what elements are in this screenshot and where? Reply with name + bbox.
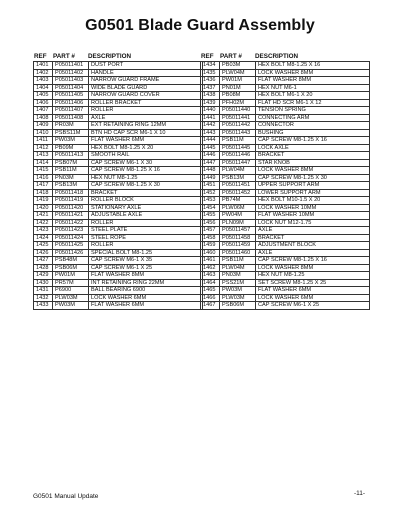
description-cell: CAP SCREW M8-1.25 X 16 (256, 257, 370, 265)
description-cell: WIDE BLADE GUARD (89, 84, 203, 92)
description-cell: BRACKET (256, 152, 370, 160)
ref-cell: 1403 (34, 77, 53, 85)
ref-cell: 1445 (201, 144, 220, 152)
ref-cell: 1419 (34, 197, 53, 205)
description-cell: HEX BOLT M6-1 X 20 (256, 92, 370, 100)
ref-cell: 1407 (34, 107, 53, 115)
table-row (34, 257, 203, 265)
table-row (201, 137, 370, 145)
part-number-cell: PFH02M (220, 99, 256, 107)
table-row (201, 197, 370, 205)
part-number-cell: PSB06M (220, 302, 256, 310)
ref-cell: 1421 (34, 212, 53, 220)
part-number-cell: P05011420 (53, 204, 89, 212)
ref-cell: 1461 (201, 257, 220, 265)
part-number-cell: P05011457 (220, 227, 256, 235)
description-cell: SET SCREW M8-1.25 X 25 (256, 279, 370, 287)
table-row (34, 279, 203, 287)
table-row (34, 174, 203, 182)
description-cell: STATIONARY AXLE (89, 204, 203, 212)
part-number-cell: P05011402 (53, 69, 89, 77)
table-row (201, 279, 370, 287)
part-number-cell: PN03M (53, 174, 89, 182)
description-cell: FLAT WASHER 6MM (256, 287, 370, 295)
parts-table-right (200, 61, 370, 310)
ref-cell: 1434 (201, 62, 220, 70)
description-cell: LOCK WASHER 6MM (256, 294, 370, 302)
part-number-cell: P05011401 (53, 62, 89, 70)
table-row (201, 84, 370, 92)
table-row (201, 242, 370, 250)
part-number-cell: PB09M (53, 144, 89, 152)
description-cell: LOCK WASHER 8MM (256, 167, 370, 175)
description-cell: STAR KNOB (256, 159, 370, 167)
part-number-cell: PW03M (53, 137, 89, 145)
ref-cell: 1462 (201, 264, 220, 272)
ref-cell: 1427 (34, 257, 53, 265)
part-number-cell: PW04M (220, 212, 256, 220)
ref-cell: 1454 (201, 204, 220, 212)
part-number-cell: PW03M (220, 287, 256, 295)
ref-cell: 1436 (201, 77, 220, 85)
ref-cell: 1433 (34, 302, 53, 310)
ref-cell: 1426 (34, 249, 53, 257)
ref-cell: 1438 (201, 92, 220, 100)
ref-cell: 1446 (201, 152, 220, 160)
description-cell: FLAT WASHER 10MM (256, 212, 370, 220)
ref-cell: 1435 (201, 69, 220, 77)
description-cell: CONNECTING ARM (256, 114, 370, 122)
description-cell: HEX NUT M8-1.25 (256, 272, 370, 280)
table-row (201, 152, 370, 160)
ref-cell: 1420 (34, 204, 53, 212)
table-row (34, 294, 203, 302)
description-cell: ROLLER BLOCK (89, 197, 203, 205)
table-row (34, 264, 203, 272)
description-cell: FLAT WASHER 6MM (89, 302, 203, 310)
table-row (201, 234, 370, 242)
header-part: PART # (220, 53, 242, 60)
table-row (201, 99, 370, 107)
table-row (201, 212, 370, 220)
parts-table-right-body (201, 62, 370, 310)
part-number-cell: P05011419 (53, 197, 89, 205)
part-number-cell: PLW03M (53, 294, 89, 302)
part-number-cell: P05011425 (53, 242, 89, 250)
part-number-cell: P05011405 (53, 92, 89, 100)
table-row (201, 302, 370, 310)
table-row (201, 257, 370, 265)
description-cell: HEX BOLT M8-1.25 X 20 (89, 144, 203, 152)
table-row (34, 99, 203, 107)
parts-column-right (200, 52, 370, 310)
ref-cell: 1444 (201, 137, 220, 145)
part-number-cell: PN03M (220, 272, 256, 280)
table-row (34, 77, 203, 85)
table-row (34, 92, 203, 100)
part-number-cell: PSB11M (220, 137, 256, 145)
description-cell: CAP SCREW M8-1.25 X 16 (89, 167, 203, 175)
table-row (34, 287, 203, 295)
table-row (201, 167, 370, 175)
part-number-cell: PN01M (220, 84, 256, 92)
description-cell: BRACKET (89, 189, 203, 197)
part-number-cell: PR57M (53, 279, 89, 287)
table-row (34, 182, 203, 190)
part-number-cell: P05011442 (220, 122, 256, 130)
part-number-cell: PR03M (53, 122, 89, 130)
table-row (201, 174, 370, 182)
part-number-cell: PSBS11M (53, 129, 89, 137)
table-row (201, 114, 370, 122)
header-ref: REF (201, 53, 214, 60)
ref-cell: 1402 (34, 69, 53, 77)
ref-cell: 1405 (34, 92, 53, 100)
part-number-cell: PW01M (220, 77, 256, 85)
part-number-cell: PLW04M (220, 264, 256, 272)
description-cell: INT RETAINING RING 22MM (89, 279, 203, 287)
ref-cell: 1448 (201, 167, 220, 175)
ref-cell: 1401 (34, 62, 53, 70)
table-row (201, 294, 370, 302)
ref-cell: 1410 (34, 129, 53, 137)
table-row (201, 189, 370, 197)
table-row (34, 137, 203, 145)
ref-cell: 1466 (201, 294, 220, 302)
description-cell: FLAT WASHER 8MM (256, 77, 370, 85)
ref-cell: 1439 (201, 99, 220, 107)
table-row (201, 182, 370, 190)
part-number-cell: PB03M (220, 62, 256, 70)
ref-cell: 1406 (34, 99, 53, 107)
part-number-cell: P05011458 (220, 234, 256, 242)
ref-cell: 1409 (34, 122, 53, 130)
part-number-cell: PW03M (53, 302, 89, 310)
part-number-cell: P05011424 (53, 234, 89, 242)
table-row (34, 272, 203, 280)
ref-cell: 1415 (34, 167, 53, 175)
table-row (34, 107, 203, 115)
parts-table-left-body (34, 62, 203, 310)
part-number-cell: PSB06M (53, 264, 89, 272)
part-number-cell: PSB13M (220, 174, 256, 182)
table-row (201, 144, 370, 152)
description-cell: AXLE (256, 249, 370, 257)
ref-cell: 1437 (201, 84, 220, 92)
ref-cell: 1418 (34, 189, 53, 197)
description-cell: CONNECTOR (256, 122, 370, 130)
description-cell: ROLLER (89, 242, 203, 250)
part-number-cell: P05011423 (53, 227, 89, 235)
description-cell: TENSION SPRING (256, 107, 370, 115)
part-number-cell: PLN09M (220, 219, 256, 227)
table-row (34, 122, 203, 130)
table-row (34, 227, 203, 235)
table-row (201, 129, 370, 137)
table-row (34, 144, 203, 152)
ref-cell: 1452 (201, 189, 220, 197)
ref-cell: 1453 (201, 197, 220, 205)
description-cell: DUST PORT (89, 62, 203, 70)
part-number-cell: P05011421 (53, 212, 89, 220)
ref-cell: 1459 (201, 242, 220, 250)
part-number-cell: PLW03M (220, 294, 256, 302)
part-number-cell: P05011408 (53, 114, 89, 122)
ref-cell: 1458 (201, 234, 220, 242)
ref-cell: 1457 (201, 227, 220, 235)
page-title: G0501 Blade Guard Assembly (85, 17, 315, 34)
description-cell: BRACKET (256, 234, 370, 242)
part-number-cell: PSB13M (53, 182, 89, 190)
table-row (201, 159, 370, 167)
header-description: DESCRIPTION (88, 53, 132, 60)
description-cell: BTN HD CAP SCR M6-1 X 10 (89, 129, 203, 137)
table-row (34, 204, 203, 212)
table-row (34, 114, 203, 122)
header-description: DESCRIPTION (255, 53, 299, 60)
part-number-cell: P05011441 (220, 114, 256, 122)
description-cell: ADJUSTMENT BLOCK (256, 242, 370, 250)
part-number-cell: P05011403 (53, 77, 89, 85)
description-cell: CAP SCREW M6-1 X 25 (89, 264, 203, 272)
table-row (201, 219, 370, 227)
part-number-cell: P05011413 (53, 152, 89, 160)
description-cell: CAP SCREW M6-1 X 25 (256, 302, 370, 310)
ref-cell: 1425 (34, 242, 53, 250)
description-cell: ROLLER (89, 107, 203, 115)
ref-cell: 1424 (34, 234, 53, 242)
description-cell: UPPER SUPPORT ARM (256, 182, 370, 190)
table-row (34, 189, 203, 197)
table-row (34, 249, 203, 257)
table-row (34, 167, 203, 175)
description-cell: EXT RETAINING RING 12MM (89, 122, 203, 130)
part-number-cell: P05011451 (220, 182, 256, 190)
description-cell: LOCK AXLE (256, 144, 370, 152)
description-cell: HEX NUT M6-1 (256, 84, 370, 92)
description-cell: LOCK WASHER 6MM (89, 294, 203, 302)
ref-cell: 1440 (201, 107, 220, 115)
ref-cell: 1465 (201, 287, 220, 295)
table-row (201, 227, 370, 235)
part-number-cell: PLW06M (220, 204, 256, 212)
header-ref: REF (34, 53, 47, 60)
description-cell: AXLE (89, 114, 203, 122)
ref-cell: 1464 (201, 279, 220, 287)
ref-cell: 1443 (201, 129, 220, 137)
table-row (201, 107, 370, 115)
description-cell: FLAT HD SCR M6-1 X 12 (256, 99, 370, 107)
table-row (201, 264, 370, 272)
description-cell: HEX BOLT M10-1.5 X 20 (256, 197, 370, 205)
description-cell: NARROW GUARD COVER (89, 92, 203, 100)
ref-cell: 1456 (201, 219, 220, 227)
ref-cell: 1412 (34, 144, 53, 152)
description-cell: ROLLER (89, 219, 203, 227)
part-number-cell: P05011445 (220, 144, 256, 152)
footer-page-number: -11- (354, 490, 366, 497)
ref-cell: 1460 (201, 249, 220, 257)
ref-cell: 1449 (201, 174, 220, 182)
table-row (201, 77, 370, 85)
ref-cell: 1408 (34, 114, 53, 122)
ref-cell: 1432 (34, 294, 53, 302)
ref-cell: 1428 (34, 264, 53, 272)
ref-cell: 1430 (34, 279, 53, 287)
part-number-cell: PW01M (53, 272, 89, 280)
description-cell: STEEL PLATE (89, 227, 203, 235)
ref-cell: 1404 (34, 84, 53, 92)
part-number-cell: PSB07M (53, 159, 89, 167)
table-row (34, 62, 203, 70)
part-number-cell: P6900 (53, 287, 89, 295)
header-part: PART # (53, 53, 75, 60)
parts-column-left (33, 52, 203, 310)
part-number-cell: PLW04M (220, 69, 256, 77)
part-number-cell: P05011418 (53, 189, 89, 197)
description-cell: SPECIAL BOLT M8-1.25 (89, 249, 203, 257)
description-cell: CAP SCREW M8-1.25 X 16 (256, 137, 370, 145)
description-cell: LOCK WASHER 8MM (256, 264, 370, 272)
ref-cell: 1441 (201, 114, 220, 122)
part-number-cell: PLW04M (220, 167, 256, 175)
part-number-cell: PSB48M (53, 257, 89, 265)
description-cell: BUSHING (256, 129, 370, 137)
table-row (34, 219, 203, 227)
description-cell: CAP SCREW M8-1.25 X 30 (89, 182, 203, 190)
description-cell: NARROW GUARD FRAME (89, 77, 203, 85)
description-cell: LOCK WASHER 8MM (256, 69, 370, 77)
ref-cell: 1416 (34, 174, 53, 182)
part-number-cell: P05011407 (53, 107, 89, 115)
description-cell: ADJUSTABLE AXLE (89, 212, 203, 220)
ref-cell: 1417 (34, 182, 53, 190)
description-cell: HEX BOLT M8-1.25 X 16 (256, 62, 370, 70)
table-row (34, 242, 203, 250)
ref-cell: 1451 (201, 182, 220, 190)
description-cell: CAP SCREW M6-1 X 30 (89, 159, 203, 167)
part-number-cell: P05011443 (220, 129, 256, 137)
part-number-cell: P05011426 (53, 249, 89, 257)
part-number-cell: PSB11M (53, 167, 89, 175)
parts-table-left (33, 61, 203, 310)
table-row (201, 69, 370, 77)
part-number-cell: P05011406 (53, 99, 89, 107)
ref-cell: 1422 (34, 219, 53, 227)
part-number-cell: P05011459 (220, 242, 256, 250)
ref-cell: 1447 (201, 159, 220, 167)
part-number-cell: P05011422 (53, 219, 89, 227)
table-row (201, 204, 370, 212)
ref-cell: 1463 (201, 272, 220, 280)
table-row (34, 159, 203, 167)
description-cell: CAP SCREW M6-1 X 35 (89, 257, 203, 265)
description-cell: FLAT WASHER 8MM (89, 272, 203, 280)
description-cell: CAP SCREW M8-1.25 X 30 (256, 174, 370, 182)
description-cell: BALL BEARING 6900 (89, 287, 203, 295)
table-row (34, 212, 203, 220)
part-number-cell: P05011404 (53, 84, 89, 92)
ref-cell: 1413 (34, 152, 53, 160)
description-cell: LOCK WASHER 10MM (256, 204, 370, 212)
table-row (201, 272, 370, 280)
description-cell: HANDLE (89, 69, 203, 77)
description-cell: FLAT WASHER 6MM (89, 137, 203, 145)
part-number-cell: PB08M (220, 92, 256, 100)
description-cell: HEX NUT M8-1.25 (89, 174, 203, 182)
table-row (34, 302, 203, 310)
part-number-cell: P05011447 (220, 159, 256, 167)
ref-cell: 1442 (201, 122, 220, 130)
table-header-right (200, 52, 370, 61)
part-number-cell: P05011446 (220, 152, 256, 160)
ref-cell: 1429 (34, 272, 53, 280)
ref-cell: 1423 (34, 227, 53, 235)
table-row (201, 62, 370, 70)
table-row (34, 234, 203, 242)
part-number-cell: P05011460 (220, 249, 256, 257)
description-cell: LOCK NUT M12-1.75 (256, 219, 370, 227)
table-row (34, 84, 203, 92)
table-row (34, 152, 203, 160)
table-row (201, 249, 370, 257)
ref-cell: 1455 (201, 212, 220, 220)
description-cell: LOWER SUPPORT ARM (256, 189, 370, 197)
ref-cell: 1431 (34, 287, 53, 295)
ref-cell: 1411 (34, 137, 53, 145)
footer-manual-name: G0501 Manual Update (33, 493, 99, 500)
description-cell: STEEL ROPE (89, 234, 203, 242)
part-number-cell: PB74M (220, 197, 256, 205)
part-number-cell: P05011440 (220, 107, 256, 115)
part-number-cell: PSS21M (220, 279, 256, 287)
table-header-left (33, 52, 203, 61)
table-row (34, 197, 203, 205)
ref-cell: 1414 (34, 159, 53, 167)
part-number-cell: P05011452 (220, 189, 256, 197)
description-cell: ROLLER BRACKET (89, 99, 203, 107)
table-row (201, 92, 370, 100)
description-cell: SMOOTH RAIL (89, 152, 203, 160)
description-cell: AXLE (256, 227, 370, 235)
ref-cell: 1467 (201, 302, 220, 310)
table-row (201, 287, 370, 295)
table-row (201, 122, 370, 130)
table-row (34, 129, 203, 137)
part-number-cell: PSB11M (220, 257, 256, 265)
table-row (34, 69, 203, 77)
